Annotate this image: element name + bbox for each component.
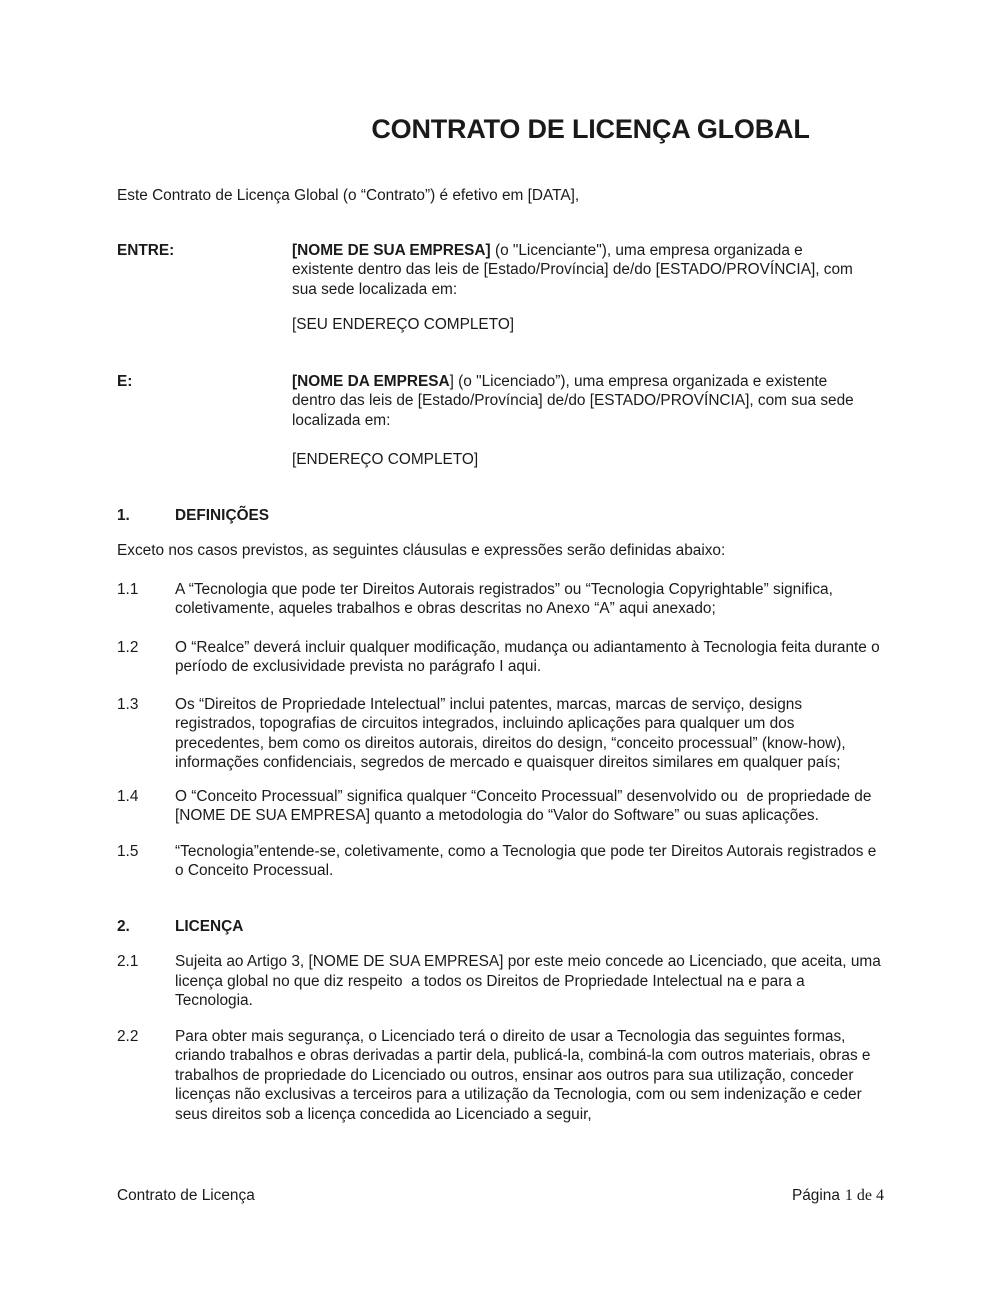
footer-page-indicator <box>792 1186 884 1206</box>
clause-text: A “Tecnologia que pode ter Direitos Autorais registrados” ou “Tecnologia Copyrightable” significa, coletivamente, aqueles trabalhos e obras descritas no Anexo “A” aqui anexado; <box>175 580 838 617</box>
footer-document-name: Contrato de Licença <box>117 1187 255 1204</box>
party-body-licenciado <box>292 372 867 431</box>
clause-text: O “Conceito Processual” significa qualquer “Conceito Processual” desenvolvido ou de propriedade de [NOME DE SUA EMPRESA] quanto a metodologia do “Valor do Software” ou suas aplicações. <box>175 787 876 824</box>
section-title: LICENÇA <box>175 917 244 935</box>
company-name-placeholder: [NOME DE SUA EMPRESA] <box>292 241 491 259</box>
page-footer <box>117 1186 884 1206</box>
footer-page-label: Página <box>791 1187 840 1204</box>
party-details <box>292 372 867 470</box>
company-name-placeholder: [NOME DA EMPRESA <box>292 372 450 390</box>
section-heading-licenca <box>117 917 884 937</box>
clause-text: Sujeita ao Artigo 3, [NOME DE SUA EMPRESA] por este meio concede ao Licenciado, que aceita, uma licença global no que diz respeito a todos os Direitos de Propriedade Intelectual na e para a Tecnologia. <box>175 953 886 1009</box>
clause-number: 1.5 <box>117 842 139 860</box>
party-label-entre: ENTRE: <box>117 241 175 259</box>
clause-1-2 <box>117 638 884 677</box>
document-title: CONTRATO DE LICENÇA GLOBAL <box>371 114 810 144</box>
party-details <box>292 241 867 335</box>
clause-text: “Tecnologia”entende-se, coletivamente, como a Tecnologia que pode ter Direitos Autorais registrados e o Conceito Processual. <box>175 842 881 879</box>
clause-text: Para obter mais segurança, o Licenciado terá o direito de usar a Tecnologia das seguintes formas, criando trabalhos e obras derivadas a partir dela, publicá-la, combiná-la com outros materiais, obras e trabalhos de propriedade do Licenciado ou outros, ensinar aos outros para sua utilização, conceder licenças não exclusivas a terceiros para a utilização da Tecnologia, com ou sem indenização e ceder seus direitos sob a licença concedida ao Licenciado a seguir, <box>175 1027 875 1123</box>
party-body-text: ] (o "Licenciado”), uma empresa organizada e existente dentro das leis de [Estado/Província] de/do [ESTADO/PROVÍNCIA], com sua sede localizada em: <box>292 372 859 429</box>
clause-number: 2.2 <box>117 1027 139 1045</box>
party-address-licenciado: [ENDEREÇO COMPLETO] <box>292 451 479 468</box>
intro-paragraph: Este Contrato de Licença Global (o “Contrato”) é efetivo em [DATA], <box>117 187 580 204</box>
party-block-licenciante <box>117 241 884 335</box>
party-label-e: E: <box>117 372 133 390</box>
document-content <box>0 113 1000 1124</box>
clause-2-1 <box>117 952 884 1011</box>
clause-text: Os “Direitos de Propriedade Intelectual” inclui patentes, marcas, marcas de serviço, designs registrados, topografias de circuitos integrados, incluindo aplicações para qualquer um dos precedentes, bem como os direitos autorais, direitos do design, “conceito processual” (know-how), informações confidenciais, segredos de mercado e quaisquer direitos similares em qualquer país; <box>175 695 850 771</box>
clause-2-2 <box>117 1027 884 1125</box>
clause-1-4 <box>117 787 884 826</box>
clause-number: 2.1 <box>117 953 139 970</box>
section-number: 1. <box>117 506 130 524</box>
party-block-licenciado <box>117 372 884 470</box>
party-address-licenciante: [SEU ENDEREÇO COMPLETO] <box>292 316 515 333</box>
clause-number: 1.1 <box>117 580 139 598</box>
clause-number: 1.3 <box>117 695 139 713</box>
party-body-text: (o "Licenciante"), uma empresa organizada e existente dentro das leis de [Estado/Província] de/do [ESTADO/PROVÍNCIA], com sua sede localizada em: <box>292 241 858 298</box>
section-heading-definicoes <box>117 506 884 526</box>
clause-number: 1.4 <box>117 787 139 805</box>
clause-1-1 <box>117 580 884 619</box>
clause-number: 1.2 <box>117 638 139 656</box>
clause-1-3 <box>117 695 884 773</box>
footer-page-number: 1 de 4 <box>844 1187 884 1204</box>
section-lead-paragraph: Exceto nos casos previstos, as seguintes cláusulas e expressões serão definidas abaixo: <box>117 542 726 559</box>
clause-1-5 <box>117 842 884 881</box>
section-title: DEFINIÇÕES <box>175 506 270 524</box>
clause-text: O “Realce” deverá incluir qualquer modificação, mudança ou adiantamento à Tecnologia feita durante o período de exclusividade prevista no parágrafo I aqui. <box>175 638 884 675</box>
party-body-licenciante <box>292 241 867 300</box>
section-number: 2. <box>117 917 130 935</box>
